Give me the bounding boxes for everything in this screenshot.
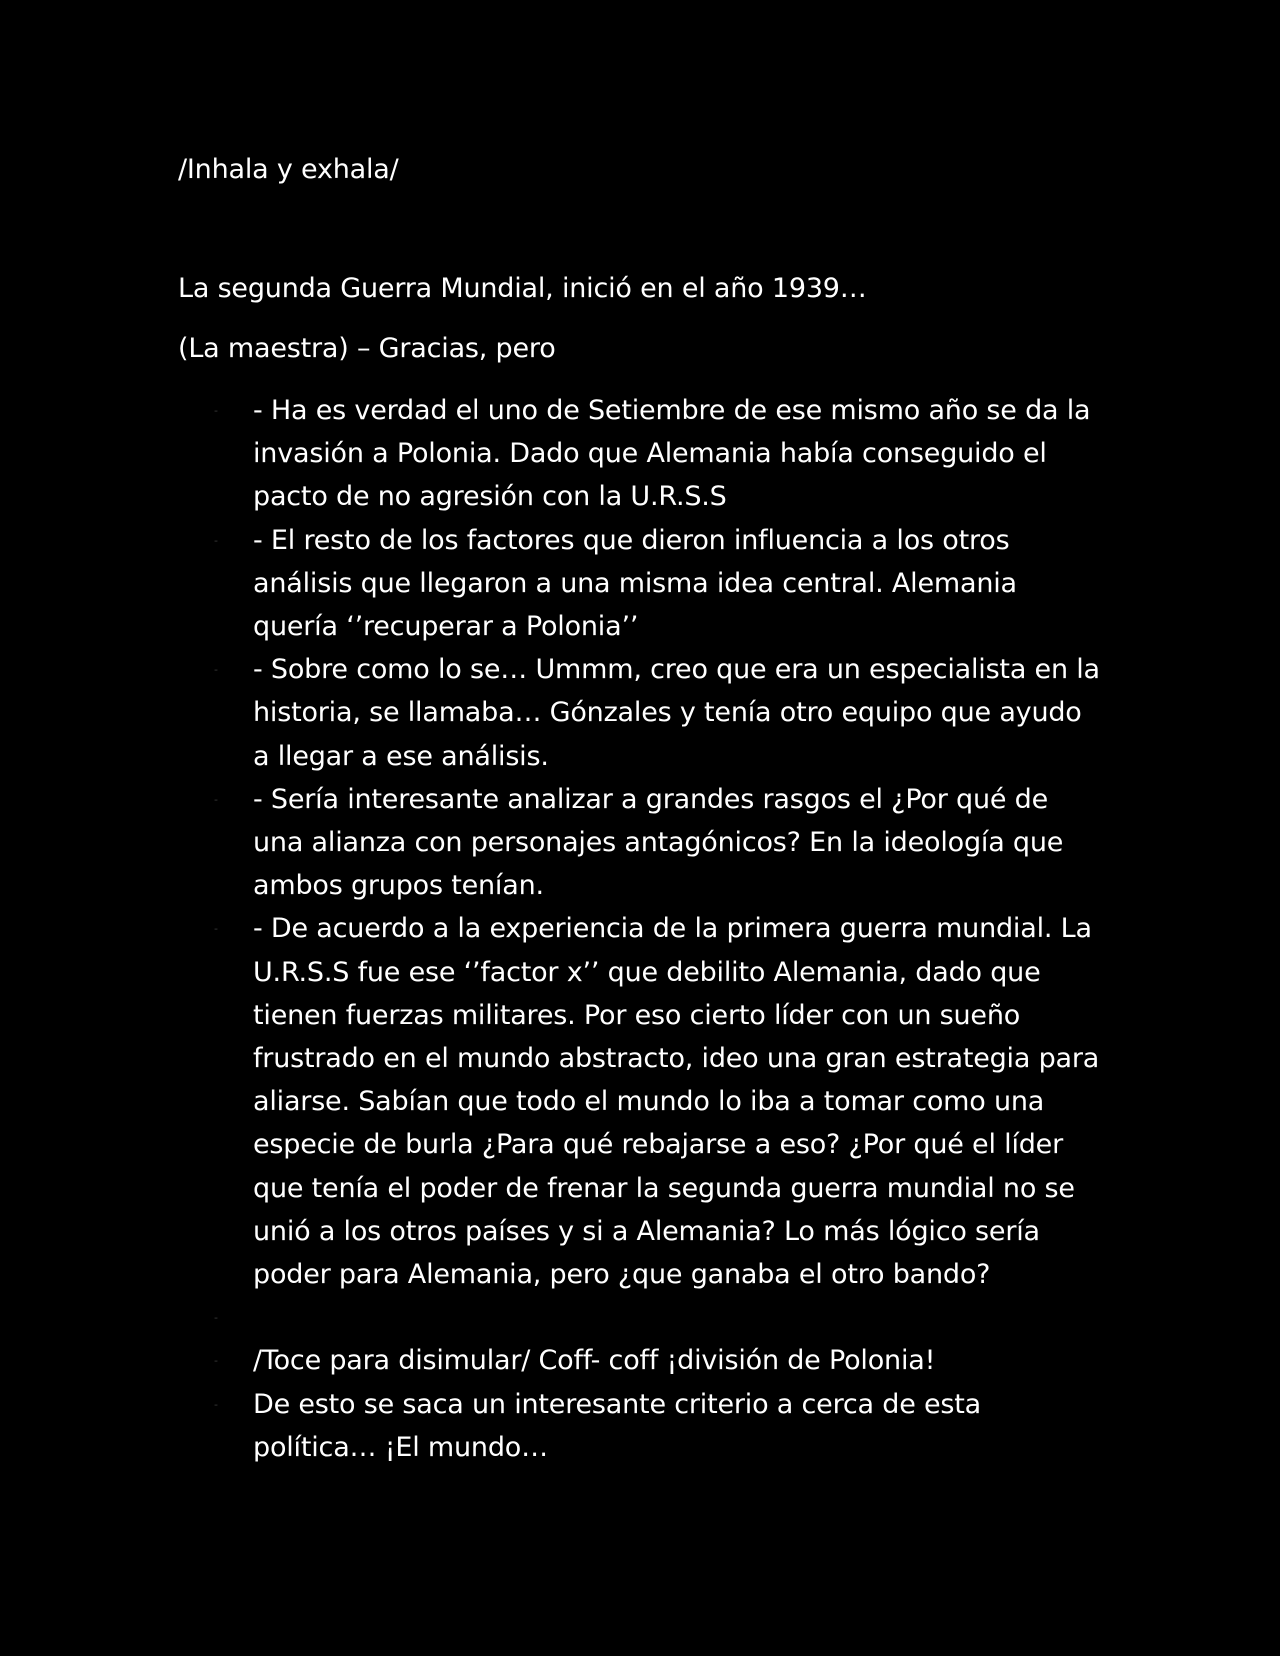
list-item [0,389,1103,519]
list-marker: - [214,663,218,677]
list-item-text: - Sería interesante analizar a grandes rasgos el ¿Por qué de una alianza con personajes antagónicos? En la ideología que ambos grupos tenían. [253,783,1064,902]
list-item-text: De esto se saca un interesante criterio a cerca de esta política… ¡El mundo… [253,1388,981,1463]
list-item-text: /Toce para disimular/ Coff- coff ¡división de Polonia! [253,1345,936,1377]
list-item-text: - De acuerdo a la experiencia de la primera guerra mundial. La U.R.S.S fue ese ‘’factor x’’ que debilito Alemania, dado que tienen fuerzas militares. Por eso cierto líder con un sueño frustrado en el mundo abstracto, ideo una gran estrategia para aliarse. Sabían que todo el mundo lo iba a tomar como una especie de burla ¿Para qué rebajarse a eso? ¿Por qué el líder que tenía el poder de frenar la segunda guerra mundial no se unió a los otros países y si a Alemania? Lo más lógico sería poder para Alemania, pero ¿que ganaba el otro bando? [253,913,1100,1291]
list-marker: - [214,792,218,806]
list-item-empty [0,1296,1103,1339]
list-marker: - [214,1311,218,1325]
teacher-line: (La maestra) – Gracias, pero [178,333,556,364]
list-item [0,519,1103,649]
list-marker: - [214,533,218,547]
list-item-text: - El resto de los factores que dieron influencia a los otros análisis que llegaron a una misma idea central. Alemania quería ‘’recuperar a Polonia’’ [253,524,1017,643]
intro-line: La segunda Guerra Mundial, inició en el año 1939… [178,273,867,304]
list-item [0,648,1103,778]
list-item [0,1383,1103,1469]
list-marker: - [214,1354,218,1368]
stage-direction-breath: /Inhala y exhala/ [178,154,399,185]
list-item [0,907,1103,1296]
list-marker: - [214,404,218,417]
list-marker: - [214,922,218,936]
dialogue-list [0,389,1280,1469]
list-marker: - [214,1397,218,1411]
list-item-text: - Sobre como lo se… Ummm, creo que era un especialista en la historia, se llamaba… Gónzales y tenía otro equipo que ayudo a llegar a ese análisis. [253,654,1100,772]
list-item [0,1339,1103,1382]
list-item-text: - Ha es verdad el uno de Setiembre de ese mismo año se da la invasión a Polonia. Dado que Alemania había conseguido el pacto de no agresión con la U.R.S.S [253,395,1091,513]
list-item [0,778,1103,908]
